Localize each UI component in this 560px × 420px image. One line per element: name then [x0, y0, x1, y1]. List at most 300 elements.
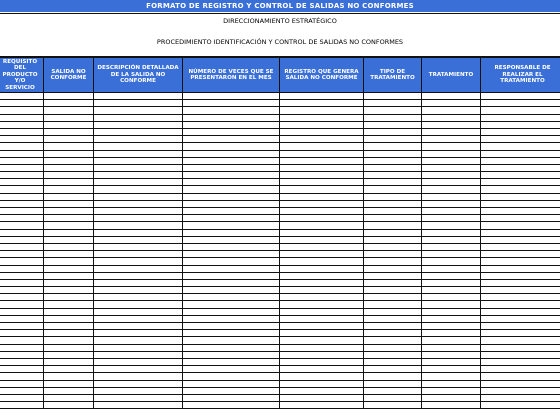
- table-cell[interactable]: [364, 294, 422, 301]
- col-header-registro[interactable]: REGISTRO QUE GENERA SALIDA NO CONFORME: [280, 58, 364, 93]
- table-cell[interactable]: [422, 358, 481, 365]
- table-cell[interactable]: [364, 351, 422, 358]
- table-cell[interactable]: [0, 330, 44, 337]
- table-cell[interactable]: [280, 351, 364, 358]
- table-cell[interactable]: [94, 294, 183, 301]
- table-cell[interactable]: [422, 387, 481, 394]
- table-cell[interactable]: [94, 330, 183, 337]
- table-cell[interactable]: [44, 337, 94, 344]
- table-cell[interactable]: [481, 351, 560, 358]
- table-cell[interactable]: [422, 172, 481, 179]
- table-cell[interactable]: [94, 287, 183, 294]
- table-cell[interactable]: [364, 301, 422, 308]
- table-cell[interactable]: [44, 157, 94, 164]
- table-cell[interactable]: [183, 222, 280, 229]
- procedure-label[interactable]: PROCEDIMIENTO IDENTIFICACIÓN Y CONTROL DE SALIDAS NO CONFORMES: [0, 28, 560, 57]
- table-cell[interactable]: [94, 344, 183, 351]
- table-cell[interactable]: [183, 272, 280, 279]
- table-cell[interactable]: [280, 294, 364, 301]
- table-cell[interactable]: [481, 243, 560, 250]
- table-cell[interactable]: [280, 200, 364, 207]
- table-cell[interactable]: [280, 100, 364, 107]
- table-cell[interactable]: [364, 287, 422, 294]
- table-cell[interactable]: [481, 229, 560, 236]
- table-cell[interactable]: [364, 243, 422, 250]
- table-cell[interactable]: [422, 272, 481, 279]
- table-cell[interactable]: [280, 279, 364, 286]
- table-cell[interactable]: [94, 136, 183, 143]
- table-cell[interactable]: [280, 301, 364, 308]
- table-cell[interactable]: [94, 172, 183, 179]
- table-cell[interactable]: [422, 229, 481, 236]
- table-cell[interactable]: [422, 208, 481, 215]
- table-cell[interactable]: [183, 402, 280, 409]
- table-cell[interactable]: [481, 215, 560, 222]
- table-cell[interactable]: [0, 93, 44, 100]
- table-cell[interactable]: [183, 258, 280, 265]
- table-cell[interactable]: [0, 272, 44, 279]
- table-cell[interactable]: [183, 121, 280, 128]
- table-cell[interactable]: [280, 215, 364, 222]
- table-cell[interactable]: [183, 172, 280, 179]
- table-cell[interactable]: [44, 179, 94, 186]
- table-cell[interactable]: [422, 301, 481, 308]
- table-cell[interactable]: [364, 308, 422, 315]
- table-cell[interactable]: [94, 186, 183, 193]
- table-cell[interactable]: [280, 251, 364, 258]
- table-cell[interactable]: [44, 272, 94, 279]
- table-cell[interactable]: [481, 323, 560, 330]
- table-cell[interactable]: [44, 258, 94, 265]
- table-cell[interactable]: [422, 200, 481, 207]
- table-cell[interactable]: [183, 301, 280, 308]
- table-cell[interactable]: [94, 100, 183, 107]
- table-cell[interactable]: [183, 351, 280, 358]
- table-cell[interactable]: [280, 308, 364, 315]
- table-cell[interactable]: [422, 215, 481, 222]
- table-cell[interactable]: [0, 402, 44, 409]
- table-cell[interactable]: [0, 308, 44, 315]
- table-cell[interactable]: [280, 193, 364, 200]
- table-cell[interactable]: [183, 193, 280, 200]
- table-cell[interactable]: [280, 93, 364, 100]
- table-cell[interactable]: [364, 208, 422, 215]
- table-cell[interactable]: [280, 128, 364, 135]
- table-cell[interactable]: [280, 236, 364, 243]
- table-cell[interactable]: [422, 164, 481, 171]
- table-cell[interactable]: [44, 136, 94, 143]
- table-cell[interactable]: [94, 258, 183, 265]
- table-cell[interactable]: [183, 366, 280, 373]
- table-cell[interactable]: [0, 121, 44, 128]
- table-cell[interactable]: [280, 243, 364, 250]
- table-cell[interactable]: [183, 394, 280, 401]
- table-cell[interactable]: [44, 308, 94, 315]
- table-cell[interactable]: [183, 136, 280, 143]
- table-cell[interactable]: [183, 200, 280, 207]
- table-cell[interactable]: [364, 366, 422, 373]
- table-cell[interactable]: [422, 114, 481, 121]
- table-cell[interactable]: [481, 258, 560, 265]
- table-cell[interactable]: [94, 301, 183, 308]
- table-cell[interactable]: [183, 236, 280, 243]
- table-cell[interactable]: [183, 344, 280, 351]
- table-cell[interactable]: [481, 265, 560, 272]
- table-cell[interactable]: [0, 229, 44, 236]
- table-cell[interactable]: [422, 287, 481, 294]
- table-cell[interactable]: [44, 380, 94, 387]
- table-cell[interactable]: [94, 394, 183, 401]
- table-cell[interactable]: [481, 272, 560, 279]
- table-cell[interactable]: [94, 315, 183, 322]
- table-cell[interactable]: [280, 323, 364, 330]
- table-cell[interactable]: [481, 344, 560, 351]
- table-cell[interactable]: [0, 265, 44, 272]
- table-cell[interactable]: [0, 164, 44, 171]
- table-cell[interactable]: [422, 308, 481, 315]
- table-cell[interactable]: [0, 387, 44, 394]
- table-cell[interactable]: [481, 373, 560, 380]
- table-cell[interactable]: [364, 258, 422, 265]
- table-cell[interactable]: [44, 358, 94, 365]
- table-cell[interactable]: [44, 143, 94, 150]
- table-cell[interactable]: [183, 186, 280, 193]
- table-cell[interactable]: [94, 222, 183, 229]
- table-cell[interactable]: [422, 236, 481, 243]
- table-cell[interactable]: [44, 301, 94, 308]
- table-cell[interactable]: [481, 358, 560, 365]
- table-cell[interactable]: [422, 330, 481, 337]
- table-cell[interactable]: [364, 107, 422, 114]
- table-cell[interactable]: [94, 323, 183, 330]
- table-cell[interactable]: [0, 179, 44, 186]
- table-cell[interactable]: [94, 251, 183, 258]
- table-cell[interactable]: [422, 344, 481, 351]
- table-cell[interactable]: [280, 315, 364, 322]
- table-cell[interactable]: [481, 193, 560, 200]
- table-cell[interactable]: [94, 107, 183, 114]
- table-cell[interactable]: [0, 251, 44, 258]
- table-cell[interactable]: [481, 236, 560, 243]
- table-cell[interactable]: [183, 373, 280, 380]
- table-cell[interactable]: [481, 172, 560, 179]
- table-cell[interactable]: [280, 366, 364, 373]
- table-cell[interactable]: [481, 114, 560, 121]
- table-cell[interactable]: [44, 114, 94, 121]
- table-cell[interactable]: [0, 294, 44, 301]
- table-cell[interactable]: [422, 193, 481, 200]
- table-cell[interactable]: [364, 387, 422, 394]
- table-cell[interactable]: [364, 121, 422, 128]
- table-cell[interactable]: [94, 179, 183, 186]
- table-cell[interactable]: [422, 373, 481, 380]
- table-cell[interactable]: [0, 222, 44, 229]
- table-cell[interactable]: [364, 236, 422, 243]
- table-cell[interactable]: [183, 251, 280, 258]
- table-cell[interactable]: [44, 294, 94, 301]
- col-header-numero-veces[interactable]: NÚMERO DE VECES QUE SE PRESENTARON EN EL MES: [183, 58, 280, 93]
- table-cell[interactable]: [280, 287, 364, 294]
- table-cell[interactable]: [183, 358, 280, 365]
- table-cell[interactable]: [422, 157, 481, 164]
- table-cell[interactable]: [0, 100, 44, 107]
- table-cell[interactable]: [183, 157, 280, 164]
- table-cell[interactable]: [44, 402, 94, 409]
- table-cell[interactable]: [280, 114, 364, 121]
- table-cell[interactable]: [481, 128, 560, 135]
- table-cell[interactable]: [44, 229, 94, 236]
- table-cell[interactable]: [94, 193, 183, 200]
- table-cell[interactable]: [364, 330, 422, 337]
- table-cell[interactable]: [44, 387, 94, 394]
- table-cell[interactable]: [422, 150, 481, 157]
- table-cell[interactable]: [44, 100, 94, 107]
- table-cell[interactable]: [44, 107, 94, 114]
- table-cell[interactable]: [0, 287, 44, 294]
- table-cell[interactable]: [0, 323, 44, 330]
- table-cell[interactable]: [481, 337, 560, 344]
- table-cell[interactable]: [44, 394, 94, 401]
- table-cell[interactable]: [364, 323, 422, 330]
- table-cell[interactable]: [280, 157, 364, 164]
- table-cell[interactable]: [44, 243, 94, 250]
- table-cell[interactable]: [44, 265, 94, 272]
- table-cell[interactable]: [183, 323, 280, 330]
- table-cell[interactable]: [0, 243, 44, 250]
- table-cell[interactable]: [44, 172, 94, 179]
- table-cell[interactable]: [0, 315, 44, 322]
- table-cell[interactable]: [0, 373, 44, 380]
- table-cell[interactable]: [94, 373, 183, 380]
- table-cell[interactable]: [183, 150, 280, 157]
- table-cell[interactable]: [183, 337, 280, 344]
- table-cell[interactable]: [422, 179, 481, 186]
- table-cell[interactable]: [183, 100, 280, 107]
- table-cell[interactable]: [481, 136, 560, 143]
- table-cell[interactable]: [280, 164, 364, 171]
- table-cell[interactable]: [94, 208, 183, 215]
- table-cell[interactable]: [94, 387, 183, 394]
- table-cell[interactable]: [94, 200, 183, 207]
- table-cell[interactable]: [0, 186, 44, 193]
- table-cell[interactable]: [183, 279, 280, 286]
- table-cell[interactable]: [183, 315, 280, 322]
- table-cell[interactable]: [422, 402, 481, 409]
- table-cell[interactable]: [422, 323, 481, 330]
- table-cell[interactable]: [364, 394, 422, 401]
- table-cell[interactable]: [280, 136, 364, 143]
- table-cell[interactable]: [364, 143, 422, 150]
- table-cell[interactable]: [94, 279, 183, 286]
- table-cell[interactable]: [183, 387, 280, 394]
- table-cell[interactable]: [422, 186, 481, 193]
- table-cell[interactable]: [183, 380, 280, 387]
- table-cell[interactable]: [94, 143, 183, 150]
- table-cell[interactable]: [422, 121, 481, 128]
- table-cell[interactable]: [94, 150, 183, 157]
- table-cell[interactable]: [94, 229, 183, 236]
- table-cell[interactable]: [481, 308, 560, 315]
- table-cell[interactable]: [44, 186, 94, 193]
- table-cell[interactable]: [94, 402, 183, 409]
- table-cell[interactable]: [44, 366, 94, 373]
- table-cell[interactable]: [481, 100, 560, 107]
- table-cell[interactable]: [44, 121, 94, 128]
- table-cell[interactable]: [422, 351, 481, 358]
- table-cell[interactable]: [422, 93, 481, 100]
- table-cell[interactable]: [94, 337, 183, 344]
- table-cell[interactable]: [44, 193, 94, 200]
- table-cell[interactable]: [481, 121, 560, 128]
- table-cell[interactable]: [183, 107, 280, 114]
- table-cell[interactable]: [0, 172, 44, 179]
- table-cell[interactable]: [280, 344, 364, 351]
- table-cell[interactable]: [422, 107, 481, 114]
- table-cell[interactable]: [280, 358, 364, 365]
- table-cell[interactable]: [364, 186, 422, 193]
- table-cell[interactable]: [364, 114, 422, 121]
- table-cell[interactable]: [364, 279, 422, 286]
- table-cell[interactable]: [94, 215, 183, 222]
- table-cell[interactable]: [0, 136, 44, 143]
- table-cell[interactable]: [94, 272, 183, 279]
- table-cell[interactable]: [44, 373, 94, 380]
- table-cell[interactable]: [422, 222, 481, 229]
- table-cell[interactable]: [183, 330, 280, 337]
- table-cell[interactable]: [481, 301, 560, 308]
- table-cell[interactable]: [94, 243, 183, 250]
- table-cell[interactable]: [422, 315, 481, 322]
- table-cell[interactable]: [44, 323, 94, 330]
- table-cell[interactable]: [364, 229, 422, 236]
- table-cell[interactable]: [422, 258, 481, 265]
- table-cell[interactable]: [94, 157, 183, 164]
- col-header-descripcion[interactable]: DESCRIPCIÓN DETALLADA DE LA SALIDA NO CONFORME: [94, 58, 183, 93]
- table-cell[interactable]: [364, 222, 422, 229]
- table-cell[interactable]: [44, 164, 94, 171]
- table-cell[interactable]: [422, 265, 481, 272]
- table-cell[interactable]: [183, 308, 280, 315]
- table-cell[interactable]: [481, 200, 560, 207]
- table-cell[interactable]: [280, 143, 364, 150]
- table-cell[interactable]: [481, 251, 560, 258]
- table-cell[interactable]: [364, 93, 422, 100]
- table-cell[interactable]: [280, 380, 364, 387]
- table-cell[interactable]: [94, 265, 183, 272]
- col-header-requisito[interactable]: REQUISITO DEL PRODUCTO Y/O SERVICIO: [0, 58, 44, 93]
- table-cell[interactable]: [0, 351, 44, 358]
- table-cell[interactable]: [364, 215, 422, 222]
- table-cell[interactable]: [364, 179, 422, 186]
- table-cell[interactable]: [481, 107, 560, 114]
- table-cell[interactable]: [364, 172, 422, 179]
- table-cell[interactable]: [44, 222, 94, 229]
- table-cell[interactable]: [0, 366, 44, 373]
- table-cell[interactable]: [183, 229, 280, 236]
- table-cell[interactable]: [94, 308, 183, 315]
- table-cell[interactable]: [280, 330, 364, 337]
- table-cell[interactable]: [422, 380, 481, 387]
- table-cell[interactable]: [280, 107, 364, 114]
- table-cell[interactable]: [280, 179, 364, 186]
- table-cell[interactable]: [364, 337, 422, 344]
- table-cell[interactable]: [44, 208, 94, 215]
- col-header-responsable[interactable]: RESPONSABLE DE REALIZAR EL TRATAMIENTO: [481, 58, 560, 93]
- table-cell[interactable]: [0, 208, 44, 215]
- table-cell[interactable]: [422, 294, 481, 301]
- table-cell[interactable]: [183, 265, 280, 272]
- table-cell[interactable]: [0, 337, 44, 344]
- table-cell[interactable]: [0, 128, 44, 135]
- table-cell[interactable]: [481, 164, 560, 171]
- table-cell[interactable]: [481, 366, 560, 373]
- table-cell[interactable]: [422, 279, 481, 286]
- table-cell[interactable]: [0, 193, 44, 200]
- table-cell[interactable]: [481, 150, 560, 157]
- table-cell[interactable]: [44, 330, 94, 337]
- col-header-tipo-tratamiento[interactable]: TIPO DE TRATAMIENTO: [364, 58, 422, 93]
- table-cell[interactable]: [94, 380, 183, 387]
- table-cell[interactable]: [481, 93, 560, 100]
- table-cell[interactable]: [280, 229, 364, 236]
- table-cell[interactable]: [0, 157, 44, 164]
- table-cell[interactable]: [0, 258, 44, 265]
- table-cell[interactable]: [183, 179, 280, 186]
- table-cell[interactable]: [183, 114, 280, 121]
- area-label[interactable]: DIRECCIONAMIENTO ESTRATÉGICO: [0, 13, 560, 29]
- table-cell[interactable]: [183, 208, 280, 215]
- table-cell[interactable]: [481, 294, 560, 301]
- table-cell[interactable]: [183, 128, 280, 135]
- table-cell[interactable]: [183, 287, 280, 294]
- table-cell[interactable]: [364, 358, 422, 365]
- table-cell[interactable]: [44, 351, 94, 358]
- table-cell[interactable]: [0, 215, 44, 222]
- table-cell[interactable]: [364, 157, 422, 164]
- table-cell[interactable]: [0, 358, 44, 365]
- table-cell[interactable]: [94, 93, 183, 100]
- table-cell[interactable]: [280, 394, 364, 401]
- table-cell[interactable]: [0, 344, 44, 351]
- table-cell[interactable]: [481, 287, 560, 294]
- table-cell[interactable]: [364, 373, 422, 380]
- table-cell[interactable]: [44, 251, 94, 258]
- table-cell[interactable]: [364, 136, 422, 143]
- table-cell[interactable]: [364, 128, 422, 135]
- table-cell[interactable]: [364, 272, 422, 279]
- table-cell[interactable]: [364, 150, 422, 157]
- table-cell[interactable]: [280, 387, 364, 394]
- table-cell[interactable]: [422, 251, 481, 258]
- table-cell[interactable]: [44, 200, 94, 207]
- table-cell[interactable]: [94, 164, 183, 171]
- table-cell[interactable]: [44, 215, 94, 222]
- table-cell[interactable]: [422, 100, 481, 107]
- table-cell[interactable]: [44, 315, 94, 322]
- table-cell[interactable]: [364, 315, 422, 322]
- table-cell[interactable]: [422, 337, 481, 344]
- table-cell[interactable]: [0, 200, 44, 207]
- table-cell[interactable]: [364, 193, 422, 200]
- table-cell[interactable]: [94, 366, 183, 373]
- table-cell[interactable]: [0, 279, 44, 286]
- table-cell[interactable]: [94, 121, 183, 128]
- table-cell[interactable]: [364, 100, 422, 107]
- table-cell[interactable]: [481, 179, 560, 186]
- table-cell[interactable]: [481, 143, 560, 150]
- table-cell[interactable]: [364, 380, 422, 387]
- table-cell[interactable]: [481, 394, 560, 401]
